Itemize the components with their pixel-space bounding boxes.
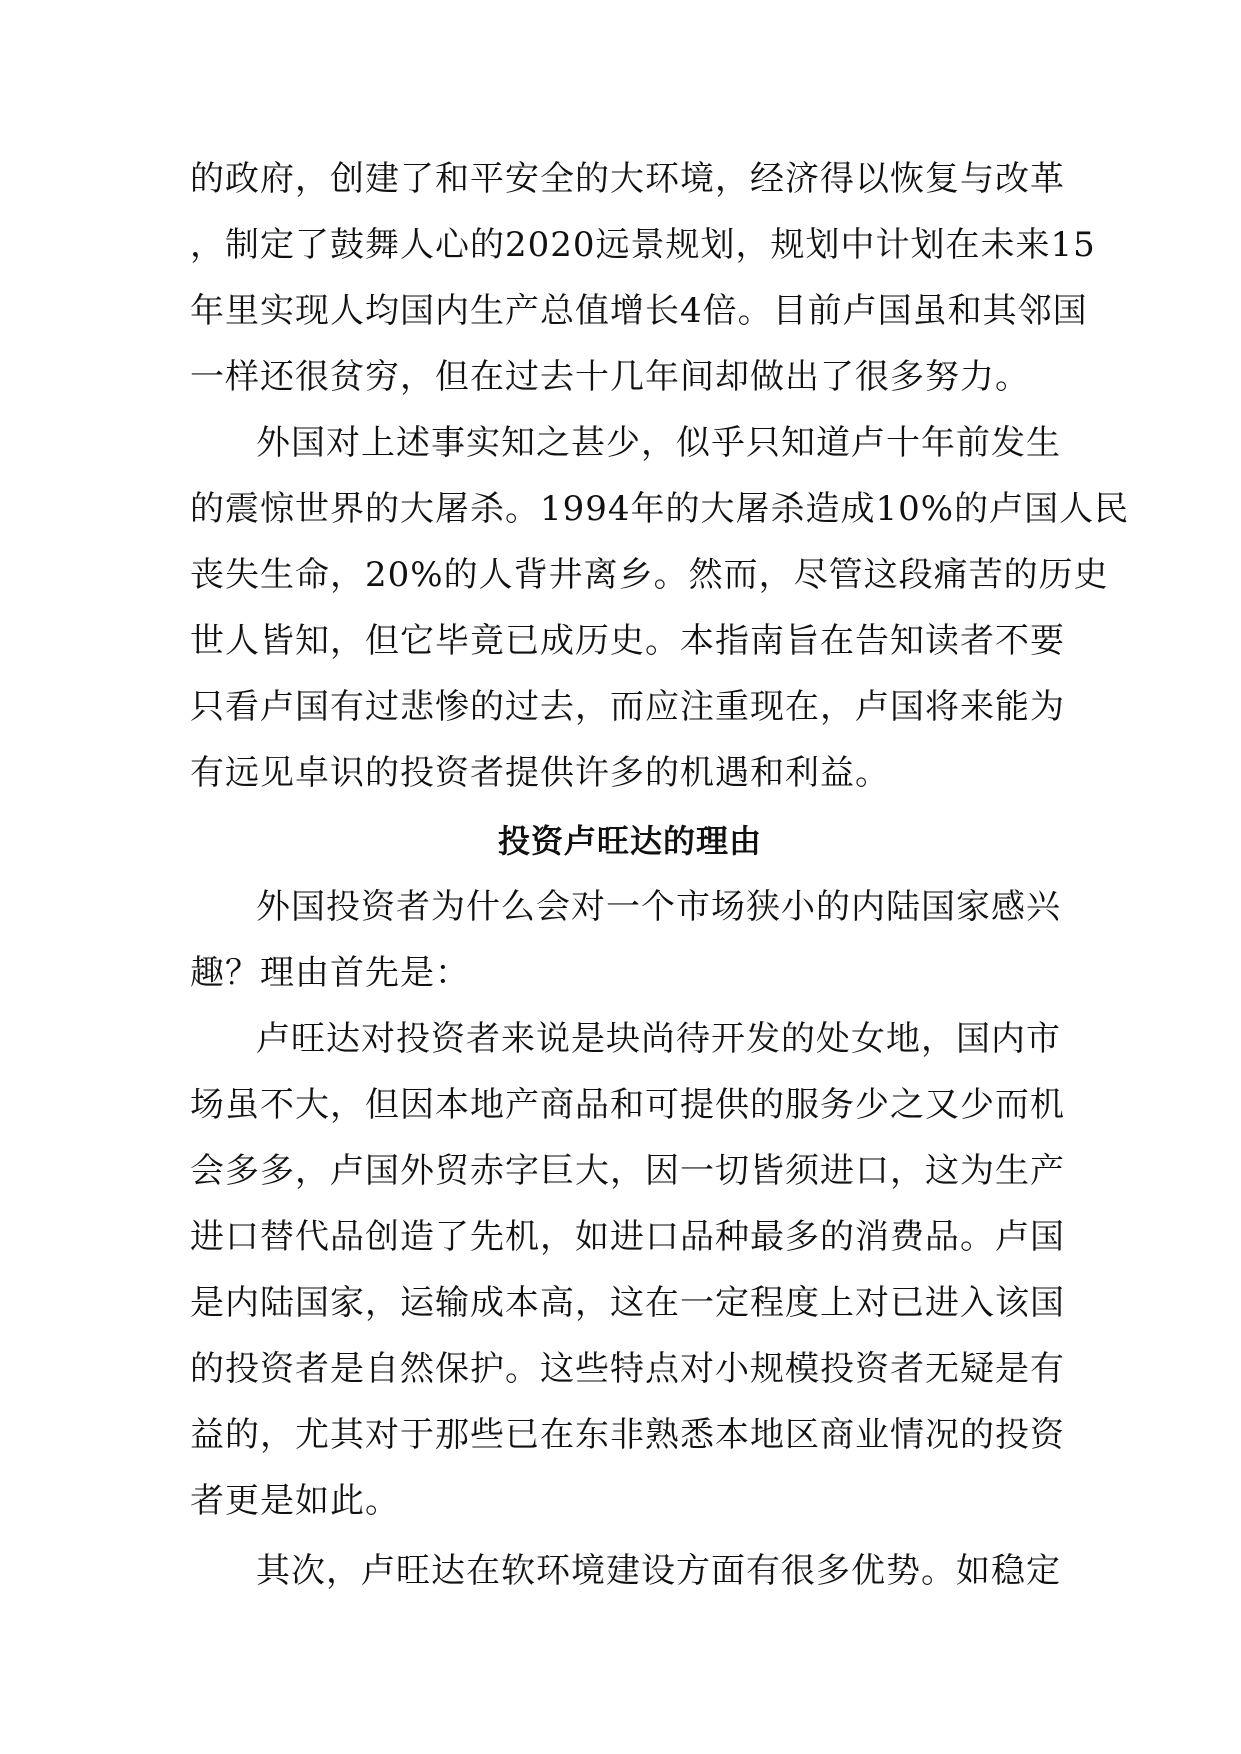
text-line: 有远见卓识的投资者提供许多的机遇和利益。 [190,753,890,793]
text-line: 的政府，创建了和平安全的大环境，经济得以恢复与改革 [190,159,1065,199]
text-line: 卢旺达对投资者来说是块尚待开发的处女地，国内市 [256,1019,1061,1059]
text-line: 一样还很贫穷，但在过去十几年间却做出了很多努力。 [190,357,1030,397]
text-line: 的投资者是自然保护。这些特点对小规模投资者无疑是有 [190,1349,1065,1389]
text-line: 进口替代品创造了先机，如进口品种最多的消费品。卢国 [190,1217,1065,1257]
text-line: 丧失生命，20%的人背井离乡。然而，尽管这段痛苦的历史 [190,555,1109,595]
text-line: 年里实现人均国内生产总值增长4倍。目前卢国虽和其邻国 [190,291,1088,331]
text-line: 会多多，卢国外贸赤字巨大，因一切皆须进口，这为生产 [190,1151,1065,1191]
text-line: 只看卢国有过悲惨的过去，而应注重现在，卢国将来能为 [190,687,1065,727]
text-line: ，制定了鼓舞人心的2020远景规划，规划中计划在未来15 [190,225,1096,265]
text-line: 的震惊世界的大屠杀。1994年的大屠杀造成10%的卢国人民 [190,489,1130,529]
text-line: 者更是如此。 [190,1481,400,1521]
text-line: 益的，尤其对于那些已在东非熟悉本地区商业情况的投资 [190,1415,1065,1455]
text-line: 趣？理由首先是： [190,953,470,993]
text-line: 其次，卢旺达在软环境建设方面有很多优势。如稳定 [256,1551,1061,1591]
text-line: 世人皆知，但它毕竟已成历史。本指南旨在告知读者不要 [190,621,1065,661]
text-line: 外国投资者为什么会对一个市场狭小的内陆国家感兴 [256,887,1061,927]
text-line: 外国对上述事实知之甚少，似乎只知道卢十年前发生 [256,423,1061,463]
section-heading: 投资卢旺达的理由 [497,822,762,860]
text-line: 场虽不大，但因本地产商品和可提供的服务少之又少而机 [190,1085,1065,1125]
text-line: 是内陆国家，运输成本高，这在一定程度上对已进入该国 [190,1283,1065,1323]
